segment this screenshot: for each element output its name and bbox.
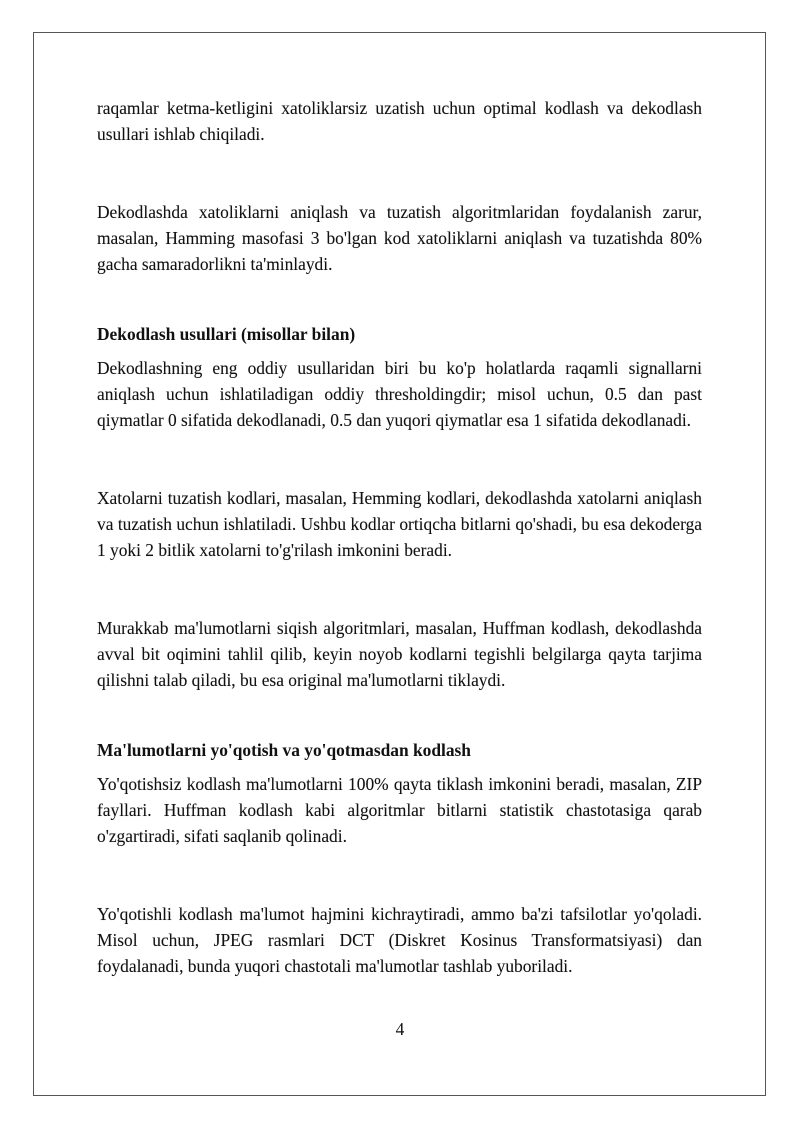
paragraph: Xatolarni tuzatish kodlari, masalan, Hemming kodlari, dekodlashda xatolarni aniqlash va tuzatish uchun ishlatiladi. Ushbu kodlar ortiqcha bitlarni qo'shadi, bu esa dekoderga 1 yoki 2 bitlik xatolarni to'g'rilash imkonini beradi. [97, 488, 702, 560]
paragraph: Yo'qotishli kodlash ma'lumot hajmini kichraytiradi, ammo ba'zi tafsilotlar yo'qoladi. Misol uchun, JPEG rasmlari DCT (Diskret Kosinus Transformatsiyasi) dan foydalanadi, bunda yuqori chastotali ma'lumotlar tashlab yuboriladi. [97, 904, 702, 976]
section-heading: Ma'lumotlarni yo'qotish va yo'qotmasdan kodlash [97, 740, 471, 760]
paragraph: Yo'qotishsiz kodlash ma'lumotlarni 100% qayta tiklash imkonini beradi, masalan, ZIP fayllari. Huffman kodlash kabi algoritmlar bitlarni statistik chastotasiga qarab o'zgartiradi, sifati saqlanib qolinadi. [97, 774, 702, 846]
section-heading: Dekodlash usullari (misollar bilan) [97, 324, 356, 344]
paragraph: Dekodlashda xatoliklarni aniqlash va tuzatish algoritmlaridan foydalanish zarur, masalan, Hamming masofasi 3 bo'lgan kod xatoliklarni aniqlash va tuzatishda 80% gacha samaradorlikni ta'minlaydi. [97, 202, 702, 274]
page-number: 4 [395, 1019, 405, 1039]
paragraph: Dekodlashning eng oddiy usullaridan biri bu ko'p holatlarda raqamli signallarni aniqlash uchun ishlatiladigan oddiy thresholdingdir; misol uchun, 0.5 dan past qiymatlar 0 sifatida dekodlanadi, 0.5 dan yuqori qiymatlar esa 1 sifatida dekodlanadi. [97, 358, 702, 430]
paragraph: raqamlar ketma-ketligini xatoliklarsiz uzatish uchun optimal kodlash va dekodlash usullari ishlab chiqiladi. [97, 98, 702, 144]
paragraph: Murakkab ma'lumotlarni siqish algoritmlari, masalan, Huffman kodlash, dekodlashda avval bit oqimini tahlil qilib, keyin noyob kodlarni tegishli belgilarga qayta tarjima qilishni talab qiladi, bu esa original ma'lumotlarni tiklaydi. [97, 618, 702, 690]
document-body [97, 95, 702, 979]
